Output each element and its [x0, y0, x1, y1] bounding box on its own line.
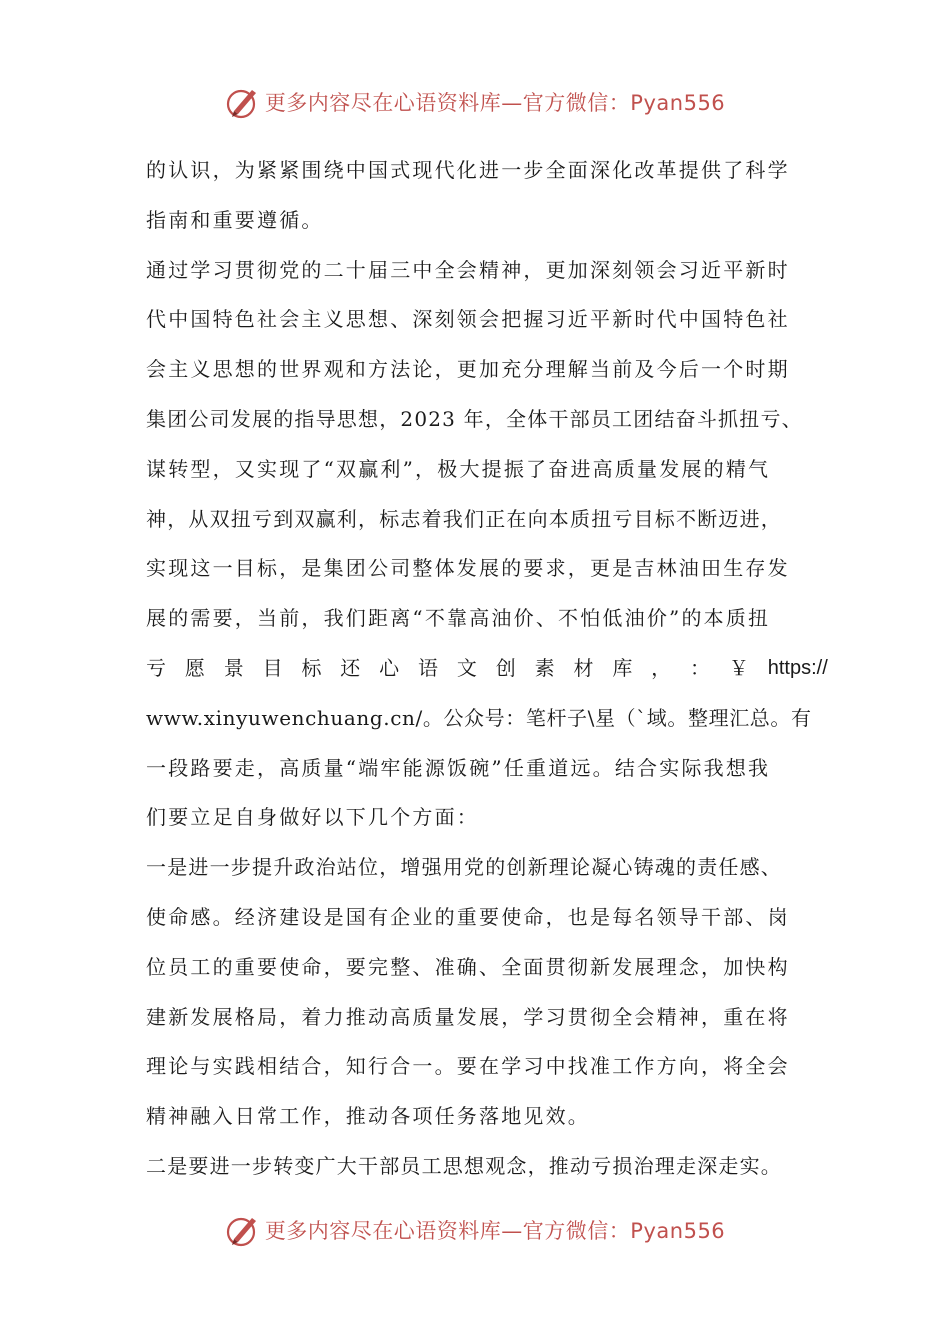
text-line: 建新发展格局，着力推动高质量发展，学习贯彻全会精神，重在将 — [146, 1004, 790, 1029]
text-line: 一是进一步提升政治站位，增强用党的创新理论凝心铸魂的责任感、 — [146, 855, 782, 880]
text-line: 精神融入日常工作，推动各项任务落地见效。 — [146, 1104, 590, 1129]
text-line: 通过学习贯彻党的二十届三中全会精神，更加深刻领会习近平新时 — [146, 257, 790, 282]
text-line: 展的需要，当前，我们距离“不靠高油价、不怕低油价”的本质扭 — [146, 606, 771, 631]
pen-logo-icon — [225, 1212, 261, 1248]
text-line: 位员工的重要使命，要完整、准确、全面贯彻新发展理念，加快构 — [146, 954, 790, 979]
header-banner — [0, 80, 950, 124]
text-line: 谋转型，又实现了“双赢利”，极大提振了奋进高质量发展的精气 — [146, 456, 771, 481]
footer-banner — [0, 1208, 950, 1252]
text-line: 的认识，为紧紧围绕中国式现代化进一步全面深化改革提供了科学 — [146, 158, 790, 182]
text-line: www.xinyuwenchuang.cn/。公众号：笔杆子\星（`域。整理汇总。有 — [146, 705, 812, 730]
text-line: 会主义思想的世界观和方法论，更加充分理解当前及今后一个时期 — [146, 357, 790, 382]
header-banner-text: 更多内容尽在心语资料库—官方微信：Pyan556 — [264, 91, 726, 115]
text-line: 实现这一目标，是集团公司整体发展的要求，更是吉林油田生存发 — [146, 556, 790, 581]
text-line: 代中国特色社会主义思想、深刻领会把握习近平新时代中国特色社 — [146, 307, 790, 332]
text-line: 亏 愿 景 目 标 还 心 语 文 创 素 材 库 ， ： ￥ https:// — [146, 655, 828, 680]
footer-banner-text: 更多内容尽在心语资料库—官方微信：Pyan556 — [264, 1219, 726, 1243]
pen-logo-icon — [225, 84, 261, 120]
document-body — [146, 146, 828, 1192]
text-line: 指南和重要遵循。 — [146, 207, 324, 232]
text-line: 们要立足自身做好以下几个方面： — [146, 805, 479, 830]
text-line: 使命感。经济建设是国有企业的重要使命，也是每名领导干部、岗 — [146, 904, 790, 929]
text-line: 集团公司发展的指导思想，2023 年，全体干部员工团结奋斗抓扭亏、 — [146, 406, 803, 431]
text-line: 一段路要走，高质量“端牢能源饭碗”任重道远。结合实际我想我 — [146, 755, 771, 780]
text-line: 神，从双扭亏到双赢利，标志着我们正在向本质扭亏目标不断迈进， — [146, 506, 782, 531]
text-line: 二是要进一步转变广大干部员工思想观念，推动亏损治理走深走实。 — [146, 1153, 782, 1178]
text-line: 理论与实践相结合，知行合一。要在学习中找准工作方向，将全会 — [146, 1054, 790, 1079]
text-line-justified — [146, 644, 828, 694]
